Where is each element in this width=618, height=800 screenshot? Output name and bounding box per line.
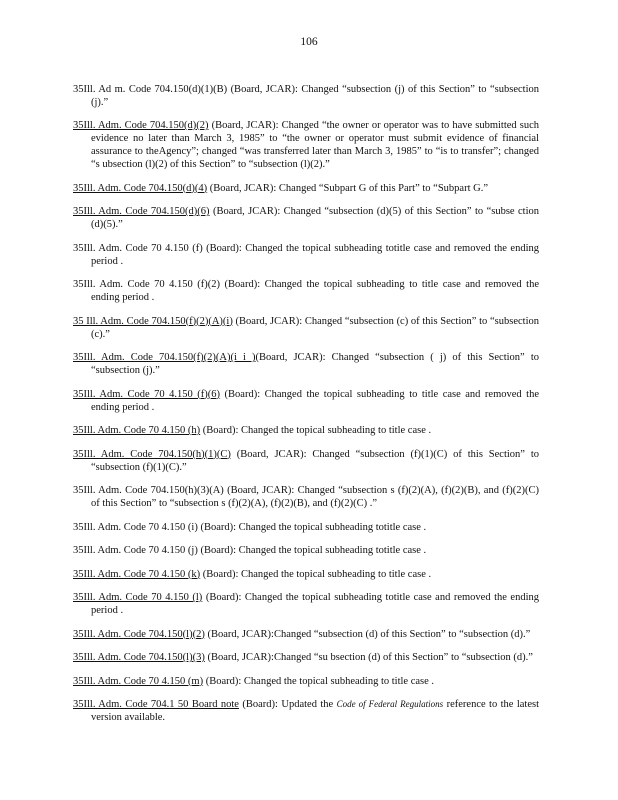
entry-text: Changed the topical subheading to title case and removed the ending period . xyxy=(91,279,539,303)
entry-citation: 35Ill. Adm. Code 70 4.150 (j) (Board): xyxy=(73,545,237,556)
amendment-entry xyxy=(73,119,539,171)
entry-text: (Board, JCAR):Changed “su bsection (d) of this Section” to “subsection (d).” xyxy=(204,652,533,663)
entry-citation: 35Ill. Adm. Code 70 4.150 (m) xyxy=(73,675,204,687)
entry-citation: 35 Ill. Adm. Code 704.150(f)(2)(A)(i) xyxy=(73,315,233,327)
entry-text: (Board): Changed the topical subheading to title case and removed the ending period . xyxy=(91,388,539,413)
amendment-entry xyxy=(73,424,539,437)
entry-text: (Board): Changed the topical subheading totitle case and removed the ending period . xyxy=(91,592,540,616)
amendment-entry xyxy=(73,448,539,474)
entry-citation: 35Ill. Adm. Code 704.150(d)(2) xyxy=(73,120,209,131)
entry-text: reference to the latest version available. xyxy=(91,699,540,723)
amendment-entry xyxy=(73,568,539,581)
amendment-entry xyxy=(73,675,539,688)
amendment-entry xyxy=(73,315,539,341)
entry-italic-text: Code of Federal Regulations xyxy=(336,699,444,709)
entry-citation: 35Ill. Adm. Code 70 4.150 (i) (Board): xyxy=(73,521,237,533)
entry-citation: 35Ill. Adm. Code 704.150(h)(3)(A) xyxy=(73,485,224,496)
entry-citation: 35Ill. Adm. Code 704.150(h)(1)(C) xyxy=(73,448,231,460)
amendment-entry xyxy=(73,484,539,510)
amendment-entry xyxy=(73,242,539,268)
entry-citation: 35Ill. Adm. Code 704.150(l)(3) xyxy=(73,652,205,663)
amendment-list xyxy=(73,72,539,731)
amendment-entry xyxy=(73,205,539,231)
entry-text: (Board, JCAR): Changed “subsection (d)(5) of this Section” to “subse ction (d)(5).” xyxy=(91,206,539,230)
entry-citation: 35Ill. Adm. Code 704.150(d)(4) xyxy=(73,182,208,194)
entry-citation: 35Ill. Adm. Code 70 4.150 (f)(6) xyxy=(73,388,221,400)
entry-text: (Board, JCAR): Changed “subsection (j) of this Section” to “subsection (j).” xyxy=(91,83,539,108)
amendment-entry xyxy=(73,83,539,109)
entry-text: Changed the topical subheading totitle case . xyxy=(236,521,427,533)
entry-citation: 35Ill. Adm. Code 704.1 50 Board note xyxy=(73,699,239,710)
entry-text: (Board, JCAR): Changed “subsection ( j) of this Section” to “subsection (j).” xyxy=(91,352,539,376)
entry-citation: 35Ill. Adm. Code 704.150(d)(6) xyxy=(73,206,210,217)
entry-text: (Board, JCAR):Changed “subsection (d) of this Section” to “subsection (d).” xyxy=(204,628,531,640)
entry-text: Changed the topical subheading totitle case . xyxy=(236,545,427,556)
amendment-entry xyxy=(73,651,539,664)
amendment-entry xyxy=(73,544,539,557)
entry-text: (Board): Changed the topical subheading to title case . xyxy=(200,568,432,580)
entry-citation: 35Ill. Adm. Code 70 4.150 (h) xyxy=(73,425,201,436)
entry-citation: 35Ill. Adm. Code 70 4.150 (l) xyxy=(73,592,203,603)
amendment-entry xyxy=(73,388,539,414)
entry-text: (Board): Changed the topical subheading to title case . xyxy=(203,675,435,687)
entry-text: (Board): Changed the topical subheading to title case . xyxy=(200,425,432,436)
entry-citation: 35Ill. Ad m. Code 704.150(d)(1)(B) xyxy=(73,83,228,95)
page-number: 106 xyxy=(300,36,318,48)
entry-text: (Board): Updated the xyxy=(238,699,337,710)
entry-text: (Board, JCAR): Changed “the owner or operator was to have submitted such evidence no later than March 3, 1985” to “the owner or operator must submit evidence of financial assurance to theAgency”; changed “was transferred later than March 3, 1985” to “is to transfer”; changed “s ubsection (l)(2) of this Section” to “subsection (l)(2).” xyxy=(91,120,539,170)
amendment-entry xyxy=(73,698,539,724)
entry-citation: 35Ill. Adm. Code 70 4.150 (f) (Board): xyxy=(73,242,242,254)
amendment-entry xyxy=(73,182,539,195)
entry-citation: 35Ill. Adm. Code 704.150(f)(2)(A)(i i ) xyxy=(73,352,256,363)
amendment-entry xyxy=(73,628,539,641)
amendment-entry xyxy=(73,278,539,304)
amendment-entry xyxy=(73,351,539,377)
entry-text: (Board, JCAR): Changed “subsection (c) of this Section” to “subsection (c).” xyxy=(91,315,539,340)
entry-text: Changed the topical subheading totitle case and removed the ending period . xyxy=(91,242,539,267)
entry-text: (Board, JCAR): Changed “subsection s (f)(2)(A), (f)(2)(B), and (f)(2)(C) of this Section” to “subsection s (f)(2)(A), (f)(2)(B), and (f)(2)(C) .” xyxy=(91,485,539,509)
entry-citation: 35Ill. Adm. Code 70 4.150 (k) xyxy=(73,568,201,580)
amendment-entry xyxy=(73,591,539,617)
amendment-entry xyxy=(73,521,539,534)
entry-text: (Board, JCAR): Changed “subsection (f)(1)(C) of this Section” to “subsection (f)(1)(C).” xyxy=(91,448,539,473)
entry-citation: 35Ill. Adm. Code 70 4.150 (f)(2) (Board): xyxy=(73,279,261,290)
entry-text: (Board, JCAR): Changed “Subpart G of this Part” to “Subpart G.” xyxy=(207,182,488,194)
entry-citation: 35Ill. Adm. Code 704.150(l)(2) xyxy=(73,628,205,640)
